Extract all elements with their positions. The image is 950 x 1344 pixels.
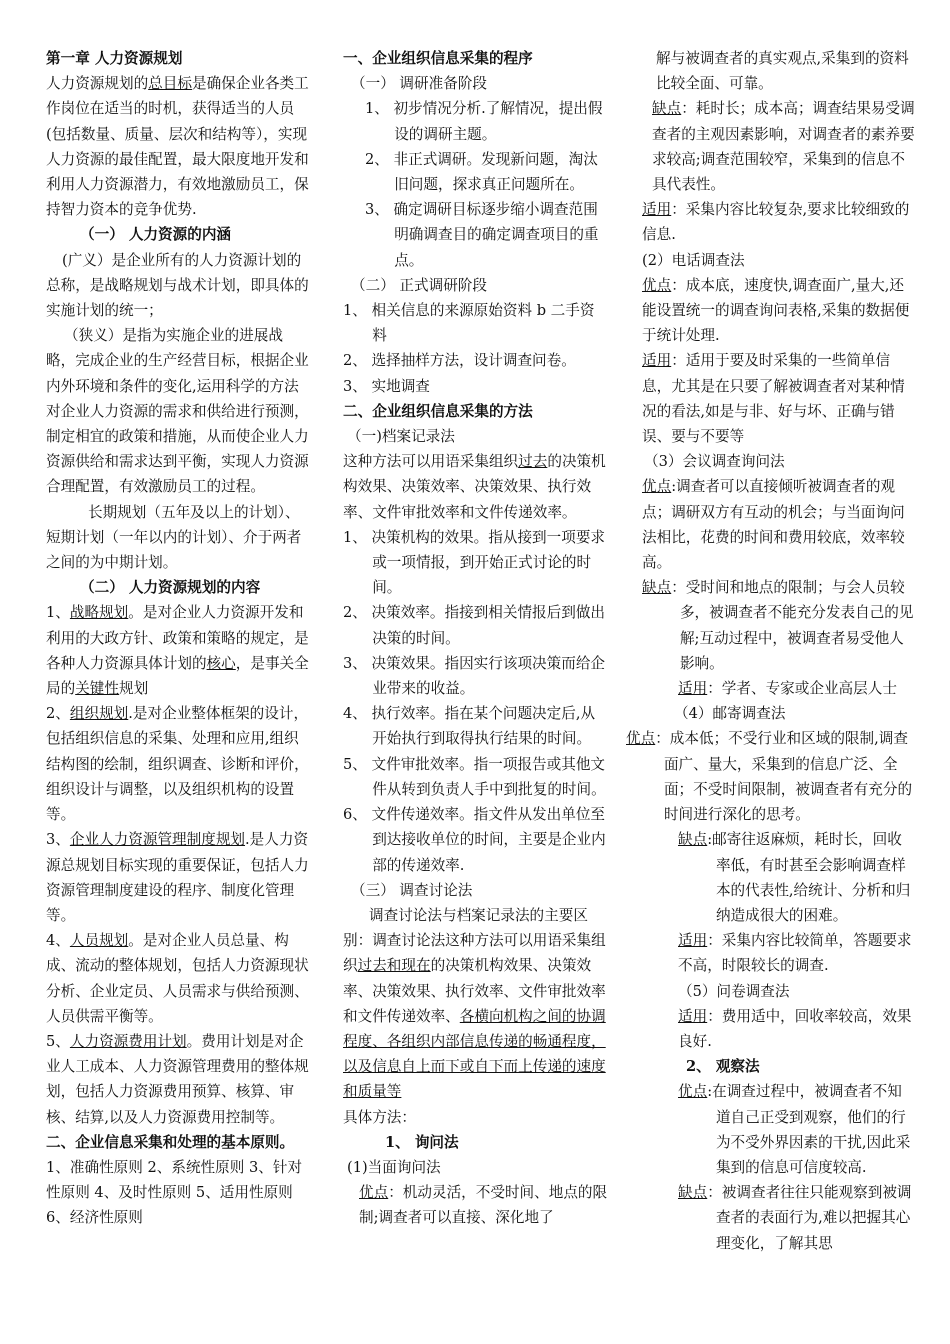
underlined-term: 优点 (626, 730, 656, 748)
paragraph (365, 147, 608, 197)
text-run: 这种方法可以用语采集组织 (343, 453, 519, 471)
underlined-term: 人员规划 (69, 932, 129, 950)
paragraph (343, 348, 608, 373)
underlined-term: 缺点 (652, 100, 682, 118)
text-run: ，是事关全局的 (46, 654, 309, 698)
heading-text: 1、 询问法 (385, 1133, 459, 1151)
column-3 (626, 46, 916, 1256)
text-run: （3）会议调查询问法 (644, 453, 785, 471)
paragraph (343, 752, 608, 802)
underlined-term: 核心 (206, 654, 236, 672)
text-run: ：成本底，速度快,调查面广,量大,还能设置统一的调查询问表格,采集的数据便于统计处理. (642, 276, 910, 345)
underlined-term: 总目标 (148, 75, 192, 93)
text-run: 3、 实地调查 (343, 377, 430, 395)
paragraph (642, 348, 916, 449)
underlined-term: 企业人力资源管理制度规划 (69, 831, 246, 849)
paragraph (46, 701, 311, 827)
paragraph (347, 1155, 608, 1180)
paragraph (46, 248, 311, 324)
underlined-term: 缺点 (678, 1184, 708, 1202)
paragraph (46, 323, 311, 499)
text-run: （一)档案记录法 (347, 428, 455, 446)
text-run: （一） 调研准备阶段 (351, 75, 487, 93)
text-run: （三） 调查讨论法 (351, 881, 473, 899)
paragraph (343, 46, 608, 71)
paragraph (652, 96, 916, 197)
text-run: ：采集内容比较简单，答题要求不高，时限较长的调查. (678, 932, 912, 975)
heading-text: 2、 观察法 (686, 1058, 760, 1076)
text-run: (1)当面询问法 (347, 1158, 441, 1176)
text-run: ：受时间和地点的限制；与会人员较多，被调查者不能充分发表自己的见解;互动过程中，被调查者易受他人影响。 (671, 579, 914, 672)
underlined-term: 优点 (642, 276, 672, 294)
paragraph (678, 928, 916, 978)
text-run: 规划 (119, 680, 149, 698)
paragraph (46, 827, 311, 928)
text-run: 3、 (46, 831, 70, 849)
text-run: 3、 决策效果。指因实行该项决策而给企业带来的收益。 (343, 654, 606, 698)
text-run: 5、 文件审批效率。指一项报告或其他文件从转到负责人手中到批复的时间。 (343, 755, 606, 798)
text-run: :在调查过程中，被调查者不知道自己正受到观察，他们的行为不受外界因素的干扰,因此采集到的信息可信度较高. (707, 1083, 911, 1176)
paragraph (678, 1180, 916, 1256)
text-run: （4）邮寄调查法 (674, 705, 786, 723)
paragraph (644, 449, 916, 474)
paragraph (642, 197, 916, 247)
underlined-term: 过去 (518, 453, 548, 471)
paragraph (46, 1130, 311, 1155)
underlined-term: 过去和现在 (357, 957, 431, 975)
text-run: ：适用于要及时采集的一些简单信息，尤其是在只要了解被调查者对某种情况的看法,如是与非、好与坏、正确与错误、要与不要等 (642, 352, 905, 446)
paragraph (343, 449, 608, 525)
underlined-term: 适用 (678, 932, 708, 950)
paragraph (642, 273, 916, 349)
text-run: 的决策机构效果、决策效率、决策效果、执行效率、文件审批效率和文件传递效率、 (343, 957, 606, 1025)
text-run: ：采集内容比较复杂,要求比较细致的信息. (642, 201, 910, 244)
text-run: 是确保企业各类工作岗位在适当的时机，获得适当的人员(包括数量、质量、层次和结构等），实现人力资源的最佳配置，最大限度地开发和利用人力资源潜力，有效地激励员工，保持智力资本的竞争优势. (46, 75, 309, 219)
column-2 (343, 46, 608, 1231)
heading-text: 二、企业信息采集和处理的基本原则。 (46, 1133, 295, 1151)
paragraph (351, 71, 608, 96)
heading-text: 二、企业组织信息采集的方法 (343, 402, 533, 420)
heading-text: （二） 人力资源规划的内容 (80, 579, 261, 597)
text-run: 的决策机构效果、决策效率、决策效果、执行效率、文件审批效率和文件传递效率。 (343, 453, 606, 521)
paragraph (642, 474, 916, 575)
text-run: ：学者、专家或企业高层人士 (707, 680, 897, 698)
underlined-term: 人力资源费用计划 (69, 1032, 187, 1050)
paragraph (385, 1130, 608, 1155)
text-run: 6、 文件传递效率。指文件从发出单位至到达接收单位的时间，主要是企业内部的传递效率. (343, 806, 606, 874)
underlined-term: 适用 (678, 680, 708, 698)
text-run: 4、 执行效率。指在某个问题决定后,从开始执行到取得执行结果的时间。 (343, 705, 596, 748)
paragraph (656, 46, 916, 96)
paragraph (678, 1004, 916, 1054)
text-run: 5、 (46, 1032, 70, 1050)
paragraph (343, 298, 608, 348)
underlined-term: 缺点 (678, 831, 708, 849)
paragraph (343, 802, 608, 878)
paragraph (678, 979, 916, 1004)
paragraph (46, 71, 311, 222)
paragraph (80, 575, 311, 600)
paragraph (46, 928, 311, 1029)
text-run: 人力资源规划的 (46, 75, 149, 93)
column-1 (46, 46, 311, 1231)
text-run: 。费用计划是对企业人工成本、人力资源管理费用的整体规划，包括人力资源费用预算、核算、审核、结算,以及人力资源费用控制等。 (46, 1032, 309, 1126)
heading-text: 一、企业组织信息采集的程序 (343, 50, 533, 67)
paragraph (347, 424, 608, 449)
paragraph (80, 222, 311, 247)
paragraph (678, 676, 916, 701)
paragraph (343, 1105, 608, 1130)
underlined-term: 组织规划 (69, 705, 129, 723)
paragraph (642, 248, 916, 273)
paragraph (365, 96, 608, 146)
paragraph (351, 273, 608, 298)
text-run: 1、 相关信息的来源原始资料 b 二手资料 (343, 302, 595, 345)
text-run: 2、 决策效率。指接到相关情报后到做出决策的时间。 (343, 604, 606, 647)
text-run: (广义）是企业所有的人力资源计划的总称，是战略规划与战术计划，即具体的实施计划的统一； (46, 251, 309, 320)
text-run: 具体方法： (343, 1108, 416, 1126)
paragraph (678, 827, 916, 928)
text-run: :调查者可以直接倾听被调查者的观点；调研双方有互动的机会；与当面询问法相比，花费的时间和费用较底，效率较高。 (642, 478, 905, 572)
text-run: 长期规划（五年及以上的计划）、短期计划（一年以内的计划）、介于两者之间的为中期计划。 (46, 503, 302, 572)
text-run: 。是对企业人力资源开发和利用的大政方针、政策和策略的规定，是各种人力资源具体计划的 (46, 604, 309, 672)
text-run: 1、 初步情况分析.了解情况，提出假设的调研主题。 (365, 100, 603, 143)
text-run: （狭义）是指为实施企业的进展战略，完成企业的生产经营目标，根据企业内外环境和条件的变化,运用科学的方法对企业人力资源的需求和供给进行预测，制定相宜的政策和措施，从而使企业人力资源供给和需求达到平衡，实现人力资源合理配置，有效激励员工的过程。 (46, 327, 309, 496)
paragraph (46, 1155, 311, 1231)
text-run: ：机动灵活，不受时间、地点的限制;调查者可以直接、深化地了 (359, 1184, 608, 1227)
text-run: 2、 选择抽样方法，设计调查问卷。 (343, 352, 576, 370)
paragraph (343, 374, 608, 399)
paragraph (678, 1079, 916, 1180)
text-run: ：成本低；不受行业和区域的限制,调查面广、量大，采集到的信息广泛、全面；不受时间限制，被调查者有充分的时间进行深化的思考。 (655, 730, 913, 824)
underlined-term: 适用 (678, 1007, 708, 1025)
text-run: .是人力资源总规划目标实现的重要保证，包括人力资源管理制度建设的程序、制度化管理等。 (46, 831, 309, 924)
text-run: 2、 (46, 705, 70, 723)
paragraph (46, 46, 311, 71)
text-run: ：耗时长；成本高；调查结果易受调查者的主观因素影响，对调查者的素养要求较高;调查范围较窄，采集到的信息不具代表性。 (652, 100, 915, 194)
text-run: 1、 (46, 604, 70, 622)
text-run: （5）问卷调查法 (678, 982, 790, 1000)
paragraph (343, 903, 608, 1105)
underlined-term: 适用 (642, 201, 672, 219)
paragraph (343, 600, 608, 650)
paragraph (351, 878, 608, 903)
paragraph (642, 575, 916, 676)
text-run: (2）电话调查法 (642, 251, 745, 269)
paragraph (343, 651, 608, 701)
text-run: 。是对企业人员总量、构成、流动的整体规划，包括人力资源现状分析、企业定员、人员需求与供给预测、人员供需平衡等。 (46, 932, 309, 1025)
underlined-term: 优点 (359, 1184, 389, 1202)
underlined-term: 适用 (642, 352, 672, 370)
paragraph (343, 701, 608, 751)
text-run: 2、 非正式调研。发现新问题，淘汰旧问题，探求真正问题所在。 (365, 150, 598, 194)
text-run: ：费用适中，回收率较高，效果良好. (678, 1007, 912, 1050)
text-run: 1、准确性原则 2、系统性原则 3、针对性原则 4、及时性原则 5、适用性原则 6、经济性原则 (46, 1158, 303, 1227)
paragraph (343, 525, 608, 601)
paragraph (46, 500, 311, 576)
heading-text: 第一章 人力资源规划 (46, 50, 183, 67)
paragraph (365, 197, 608, 273)
paragraph (359, 1180, 608, 1230)
paragraph (46, 1029, 311, 1130)
underlined-term: 缺点 (642, 579, 672, 597)
text-run: （二） 正式调研阶段 (351, 276, 487, 294)
text-run: 4、 (46, 932, 70, 950)
text-run: ：被调查者往往只能观察到被调查者的表面行为,难以把握其心理变化，了解其思 (707, 1184, 912, 1252)
underlined-term: 战略规划 (69, 604, 129, 622)
text-run: 1、 决策机构的效果。指从接到一项要求或一项情报，到开始正式讨论的时间。 (343, 528, 606, 597)
underlined-term: 优点 (642, 478, 672, 496)
paragraph (686, 1054, 916, 1079)
underlined-term: 各横向机构之间的协调程度、各组织内部信息传递的畅通程度，以及信息自上而下或自下而上传递的速度和质量等 (343, 1007, 606, 1101)
paragraph (343, 399, 608, 424)
text-run: 3、 确定调研目标逐步缩小调查范围明确调查目的确定调查项目的重点。 (365, 201, 599, 269)
paragraph (46, 600, 311, 701)
heading-text: （一） 人力资源的内涵 (80, 226, 232, 244)
text-run: 解与被调查者的真实观点,采集到的资料比较全面、可靠。 (656, 50, 909, 93)
underlined-term: 关键性 (75, 680, 119, 698)
text-run: .是对企业整体框架的设计，包括组织信息的采集、处理和应用,组织结构图的绘制，组织调查、诊断和评价，组织设计与调整，以及组织机构的设置等。 (46, 705, 309, 824)
underlined-term: 优点 (678, 1083, 708, 1101)
paragraph (674, 701, 916, 726)
text-run: 调查讨论法与档案记录法的主要区别：调查讨论法这种方法可以用语采集组织 (343, 906, 606, 975)
paragraph (626, 726, 916, 827)
text-run: :邮寄往返麻烦，耗时长，回收率低，有时甚至会影响调查样本的代表性,给统计、分析和归纳造成很大的困难。 (707, 831, 911, 924)
